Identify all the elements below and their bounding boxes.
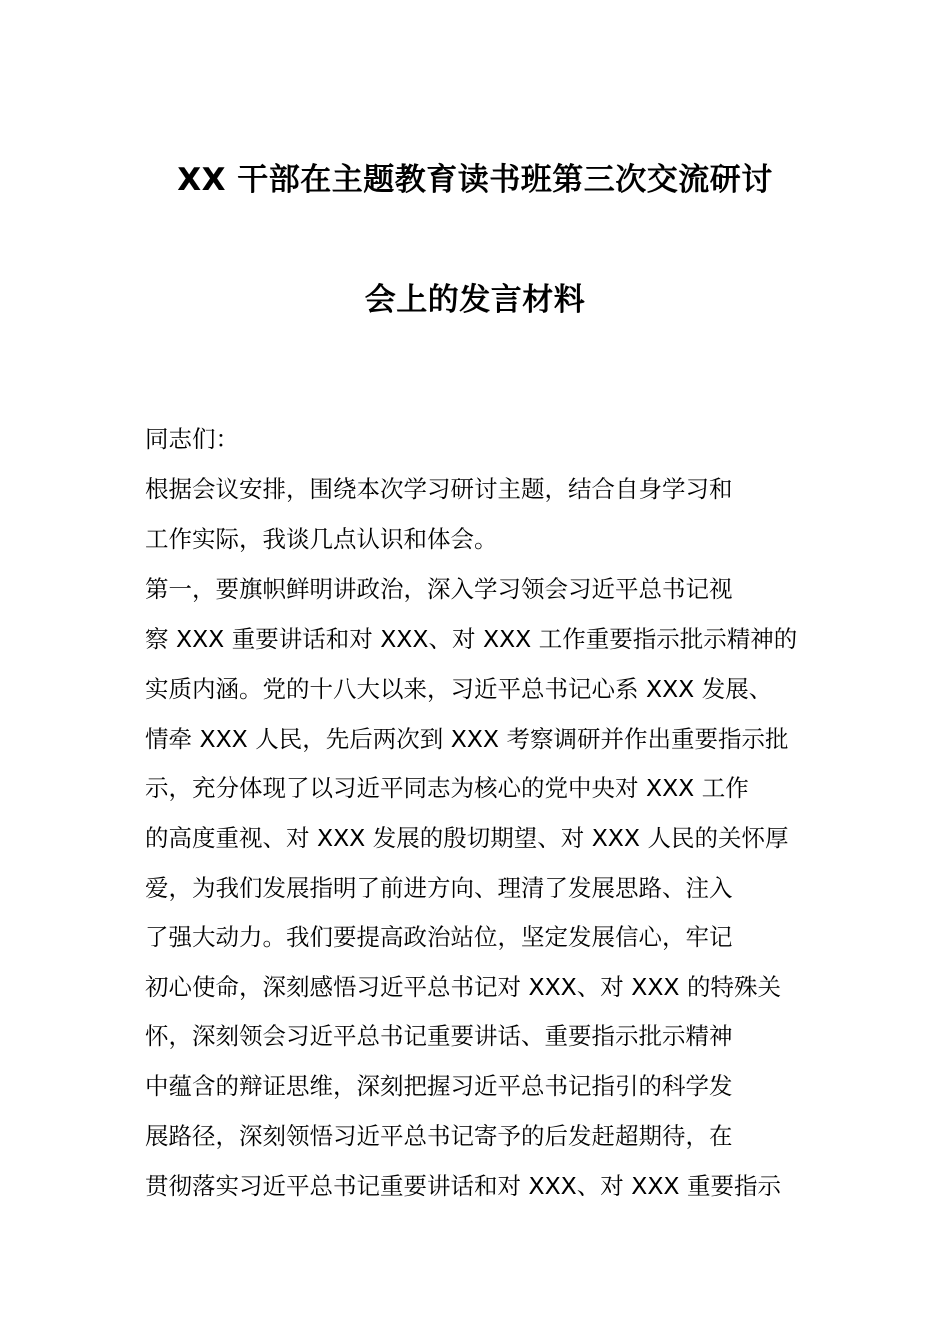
body-line: 第一，要旗帜鲜明讲政治，深入学习领会习近平总书记视 (145, 575, 733, 603)
body-line: 初心使命，深刻感悟习近平总书记对 XXX、对 XXX 的特殊关 (145, 973, 782, 1001)
body-line: 根据会议安排，围绕本次学习研讨主题，结合自身学习和 (145, 475, 733, 503)
body-line: 爱，为我们发展指明了前进方向、理清了发展思路、注入 (145, 874, 733, 902)
body-line: 工作实际，我谈几点认识和体会。 (145, 525, 498, 553)
body-line: 贯彻落实习近平总书记重要讲话和对 XXX、对 XXX 重要指示 (145, 1172, 782, 1200)
body-line: 示，充分体现了以习近平同志为核心的党中央对 XXX 工作 (145, 774, 749, 802)
document-title-line-2: 会上的发言材料 (364, 282, 586, 318)
body-line: 情牵 XXX 人民，先后两次到 XXX 考察调研并作出重要指示批 (145, 725, 789, 753)
body-line: 实质内涵。党的十八大以来，习近平总书记心系 XXX 发展、 (145, 675, 773, 703)
body-line: 中蕴含的辩证思维，深刻把握习近平总书记指引的科学发 (145, 1072, 733, 1100)
salutation: 同志们： (145, 425, 239, 453)
body-line: 察 XXX 重要讲话和对 XXX、对 XXX 工作重要指示批示精神的 (145, 625, 798, 653)
body-line: 怀，深刻领会习近平总书记重要讲话、重要指示批示精神 (145, 1022, 733, 1050)
body-line: 展路径，深刻领悟习近平总书记寄予的后发赶超期待，在 (145, 1122, 733, 1150)
document-title-line-1: XX 干部在主题教育读书班第三次交流研讨 (177, 162, 773, 198)
body-line: 的高度重视、对 XXX 发展的殷切期望、对 XXX 人民的关怀厚 (145, 824, 789, 852)
body-line: 了强大动力。我们要提高政治站位，坚定发展信心，牢记 (145, 923, 733, 951)
